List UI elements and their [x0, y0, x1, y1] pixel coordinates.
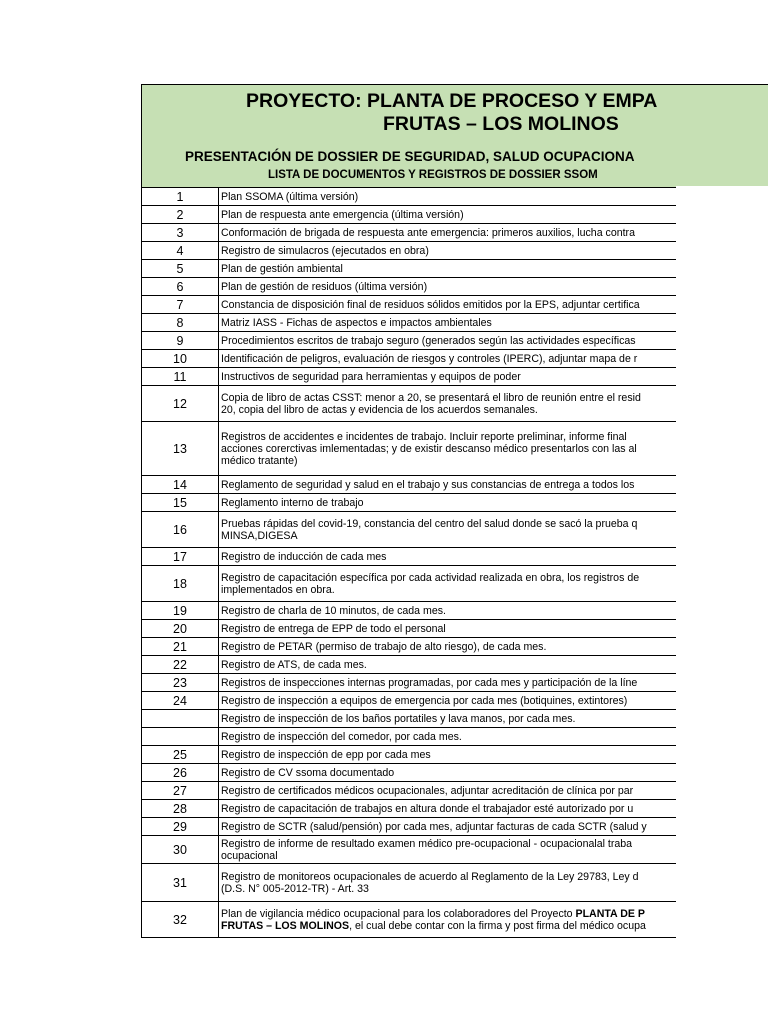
row-number: 2 — [142, 206, 219, 224]
row-number: 31 — [142, 864, 219, 902]
row-number: 25 — [142, 746, 219, 764]
table-row — [142, 782, 768, 800]
cropped-area — [676, 186, 768, 948]
row-number — [142, 710, 219, 728]
table-row — [142, 278, 768, 296]
row-description: Identificación de peligros, evaluación de riesgos y controles (IPERC), adjuntar mapa de r — [219, 350, 768, 368]
document-list-title: LISTA DE DOCUMENTOS Y REGISTROS DE DOSSIER SSOM — [268, 169, 598, 181]
row-number: 27 — [142, 782, 219, 800]
row-number: 13 — [142, 422, 219, 476]
table-row — [142, 188, 768, 206]
row-number: 22 — [142, 656, 219, 674]
table-row — [142, 368, 768, 386]
table-row — [142, 656, 768, 674]
row-description: Reglamento interno de trabajo — [219, 494, 768, 512]
row-description: Registro de entrega de EPP de todo el personal — [219, 620, 768, 638]
row-description: Matriz IASS - Fichas de aspectos e impactos ambientales — [219, 314, 768, 332]
table-row — [142, 746, 768, 764]
row-number: 3 — [142, 224, 219, 242]
row-description: Registro de inspección de los baños portatiles y lava manos, por cada mes. — [219, 710, 768, 728]
row-description: Registro de CV ssoma documentado — [219, 764, 768, 782]
row-description: Registro de monitoreos ocupacionales de acuerdo al Reglamento de la Ley 29783, Ley d (D.S. N° 005-2012-TR) - Art. 33 — [219, 864, 768, 902]
row-description: Registro de inducción de cada mes — [219, 548, 768, 566]
table-row — [142, 476, 768, 494]
table-row — [142, 350, 768, 368]
table-row — [142, 206, 768, 224]
row-number: 24 — [142, 692, 219, 710]
table-row — [142, 494, 768, 512]
row-number: 17 — [142, 548, 219, 566]
row-description: Copia de libro de actas CSST: menor a 20, se presentará el libro de reunión entre el resid 20, copia del libro de actas y evidencia de los acuerdos semanales. — [219, 386, 768, 422]
row-number — [142, 728, 219, 746]
row-description: Instructivos de seguridad para herramientas y equipos de poder — [219, 368, 768, 386]
table-row — [142, 602, 768, 620]
row-number: 23 — [142, 674, 219, 692]
row-number: 20 — [142, 620, 219, 638]
row-number: 9 — [142, 332, 219, 350]
table-row — [142, 864, 768, 902]
table-row — [142, 242, 768, 260]
row-number: 11 — [142, 368, 219, 386]
project-title-line2: FRUTAS – LOS MOLINOS — [383, 113, 619, 135]
row-description: Pruebas rápidas del covid-19, constancia del centro del salud donde se sacó la prueba q MINSA,DIGESA — [219, 512, 768, 548]
table-row — [142, 260, 768, 278]
row-number: 26 — [142, 764, 219, 782]
table-row — [142, 620, 768, 638]
row-description: Registro de certificados médicos ocupacionales, adjuntar acreditación de clínica por par — [219, 782, 768, 800]
row-number: 12 — [142, 386, 219, 422]
row-description: Registro de charla de 10 minutos, de cada mes. — [219, 602, 768, 620]
row-number: 4 — [142, 242, 219, 260]
row-number: 29 — [142, 818, 219, 836]
table-row — [142, 902, 768, 938]
row-number: 1 — [142, 188, 219, 206]
dossier-subtitle: PRESENTACIÓN DE DOSSIER DE SEGURIDAD, SALUD OCUPACIONA — [185, 149, 635, 164]
row-number: 6 — [142, 278, 219, 296]
row-description: Registro de capacitación específica por cada actividad realizada en obra, los registros de implementados en obra. — [219, 566, 768, 602]
table-row — [142, 692, 768, 710]
row-description: Plan de gestión ambiental — [219, 260, 768, 278]
row-description: Conformación de brigada de respuesta ante emergencia: primeros auxilios, lucha contra — [219, 224, 768, 242]
table-row — [142, 710, 768, 728]
row-description: Registros de accidentes e incidentes de trabajo. Incluir reporte preliminar, informe final acciones corerctivas imlementadas; y de existir descanso médico presentarlos con las al médico tratante) — [219, 422, 768, 476]
row-description: Procedimientos escritos de trabajo seguro (generados según las actividades específicas — [219, 332, 768, 350]
row-description: Registro de PETAR (permiso de trabajo de alto riesgo), de cada mes. — [219, 638, 768, 656]
row-description: Registro de SCTR (salud/pensión) por cada mes, adjuntar facturas de cada SCTR (salud y — [219, 818, 768, 836]
row-number: 16 — [142, 512, 219, 548]
table-row — [142, 674, 768, 692]
table-row — [142, 512, 768, 548]
row-number: 15 — [142, 494, 219, 512]
table-row — [142, 764, 768, 782]
row-description: Registro de inspección de epp por cada mes — [219, 746, 768, 764]
table-row — [142, 314, 768, 332]
row-number: 14 — [142, 476, 219, 494]
row-description: Registro de simulacros (ejecutados en obra) — [219, 242, 768, 260]
row-number: 10 — [142, 350, 219, 368]
row-description: Registro de ATS, de cada mes. — [219, 656, 768, 674]
table-row — [142, 296, 768, 314]
table-row — [142, 836, 768, 864]
row-number: 28 — [142, 800, 219, 818]
sheet-header — [141, 84, 768, 187]
row-description: Plan de gestión de residuos (última versión) — [219, 278, 768, 296]
table-row — [142, 728, 768, 746]
row-description: Registro de inspección a equipos de emergencia por cada mes (botiquines, extintores) — [219, 692, 768, 710]
table-row — [142, 224, 768, 242]
row-description: Plan de vigilancia médico ocupacional para los colaboradores del Proyecto PLANTA DE P FRUTAS – LOS MOLINOS, el cual debe contar con la firma y post firma del médico ocupa — [219, 902, 768, 938]
row-description: Constancia de disposición final de residuos sólidos emitidos por la EPS, adjuntar certifica — [219, 296, 768, 314]
row-number: 5 — [142, 260, 219, 278]
row-description: Registro de informe de resultado examen médico pre-ocupacional - ocupacionalal traba ocupacional — [219, 836, 768, 864]
project-title-line1: PROYECTO: PLANTA DE PROCESO Y EMPA — [246, 90, 658, 112]
row-description: Plan de respuesta ante emergencia (última versión) — [219, 206, 768, 224]
row-number: 18 — [142, 566, 219, 602]
table-row — [142, 818, 768, 836]
row-number: 7 — [142, 296, 219, 314]
table-row — [142, 566, 768, 602]
row-number: 32 — [142, 902, 219, 938]
table-row — [142, 638, 768, 656]
row-number: 21 — [142, 638, 219, 656]
table-row — [142, 422, 768, 476]
table-row — [142, 800, 768, 818]
row-description: Registro de capacitación de trabajos en altura donde el trabajador esté autorizado por u — [219, 800, 768, 818]
table-row — [142, 548, 768, 566]
row-description: Registros de inspecciones internas programadas, por cada mes y participación de la líne — [219, 674, 768, 692]
row-description: Reglamento de seguridad y salud en el trabajo y sus constancias de entrega a todos los — [219, 476, 768, 494]
table-row — [142, 386, 768, 422]
row-number: 19 — [142, 602, 219, 620]
row-number: 30 — [142, 836, 219, 864]
document-list-table — [141, 187, 768, 938]
row-number: 8 — [142, 314, 219, 332]
row-description: Plan SSOMA (última versión) — [219, 188, 768, 206]
row-description: Registro de inspección del comedor, por cada mes. — [219, 728, 768, 746]
dossier-sheet — [141, 84, 768, 938]
table-row — [142, 332, 768, 350]
